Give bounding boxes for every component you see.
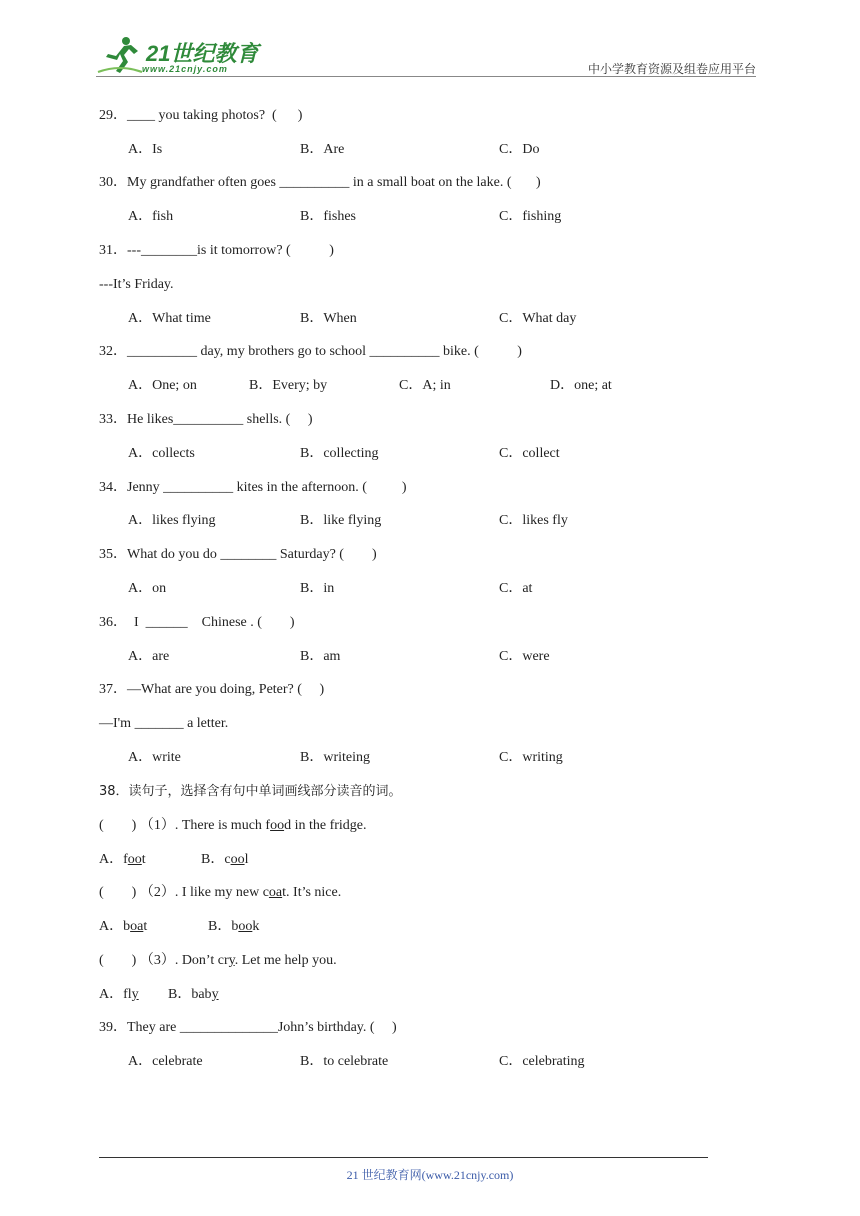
q31-option-c: C．What day xyxy=(499,311,577,326)
q38-sentence-3 xyxy=(99,953,337,969)
opt-underline: oo xyxy=(127,852,142,867)
q38-s1-option-a xyxy=(99,852,146,868)
question-35-stem: 35．What do you do ________ Saturday? ( ) xyxy=(99,547,377,562)
q32-option-a: A．One; on xyxy=(128,378,197,393)
question-36-stem: 36． I ______ Chinese . ( ) xyxy=(99,615,295,630)
q37-option-a: A．write xyxy=(128,750,181,765)
q38-s3-option-a xyxy=(99,987,139,1003)
q39-option-c: C．celebrating xyxy=(499,1054,585,1069)
opt-text-end: l xyxy=(244,852,249,867)
header-divider xyxy=(96,76,756,77)
q32-option-c: C．A; in xyxy=(399,378,451,393)
q38-s2-underline: oa xyxy=(268,885,283,900)
opt-underline: y xyxy=(211,987,219,1002)
opt-underline: oa xyxy=(130,919,144,934)
question-29-stem: 29．____ you taking photos? ( ) xyxy=(99,108,303,123)
q33-option-c: C．collect xyxy=(499,446,560,461)
q36-option-b: B．am xyxy=(300,649,341,664)
q35-option-c: C．at xyxy=(499,581,533,596)
q38-sentence-1 xyxy=(99,818,367,834)
q34-option-c: C．likes fly xyxy=(499,513,568,528)
logo-url: www.21cnjy.com xyxy=(142,64,228,74)
question-34-stem: 34．Jenny __________ kites in the afternoon. ( ) xyxy=(99,480,407,495)
page-header xyxy=(96,34,756,78)
q36-option-c: C．were xyxy=(499,649,550,664)
opt-text-end: k xyxy=(252,919,260,934)
opt-text-end: t xyxy=(143,919,148,934)
q35-option-a: A．on xyxy=(128,581,167,596)
q38-s1-underline: oo xyxy=(270,818,285,833)
opt-text: A．fl xyxy=(99,987,132,1002)
q30-option-c: C．fishing xyxy=(499,209,562,224)
q32-option-b: B．Every; by xyxy=(249,378,328,393)
q37-option-c: C．writing xyxy=(499,750,563,765)
q32-option-d: D．one; at xyxy=(550,378,612,393)
footer-link[interactable]: 21 世纪教育网(www.21cnjy.com) xyxy=(346,1168,514,1182)
site-logo[interactable] xyxy=(96,34,266,76)
question-32-stem: 32．__________ day, my brothers go to school __________ bike. ( ) xyxy=(99,344,522,359)
q31-option-a: A．What time xyxy=(128,311,211,326)
q36-option-a: A．are xyxy=(128,649,170,664)
q30-option-a: A．fish xyxy=(128,209,174,224)
q39-option-b: B．to celebrate xyxy=(300,1054,389,1069)
q33-option-b: B．collecting xyxy=(300,446,379,461)
q35-option-b: B．in xyxy=(300,581,335,596)
question-31-stem: 31．---________is it tomorrow? ( ) xyxy=(99,243,334,258)
opt-text: B．b xyxy=(208,919,239,934)
opt-underline: y xyxy=(131,987,139,1002)
q38-s2-option-b xyxy=(208,919,259,935)
q37-option-b: B．writeing xyxy=(300,750,370,765)
question-33-stem: 33．He likes__________ shells. ( ) xyxy=(99,412,313,427)
q34-option-b: B．like flying xyxy=(300,513,382,528)
q39-option-a: A．celebrate xyxy=(128,1054,203,1069)
q38-s3-text: ( ) （3）. Don’t cr xyxy=(99,953,229,968)
q38-sentence-2 xyxy=(99,885,341,901)
opt-text-end: t xyxy=(141,852,146,867)
q38-s1-option-b xyxy=(201,852,248,868)
opt-text: B．c xyxy=(201,852,231,867)
question-30-stem: 30．My grandfather often goes __________ in a small boat on the lake. ( ) xyxy=(99,175,541,190)
question-39-stem: 39．They are ______________John’s birthday. ( ) xyxy=(99,1020,397,1035)
opt-text: A．f xyxy=(99,852,128,867)
q38-s3-text-end: . Let me help you. xyxy=(234,953,337,968)
q29-option-b: B．Are xyxy=(300,142,345,157)
opt-underline: oo xyxy=(238,919,253,934)
q30-option-b: B．fishes xyxy=(300,209,356,224)
q38-s3-underline: y xyxy=(228,953,235,968)
q38-s2-text-end: t. It’s nice. xyxy=(282,885,342,900)
q38-s3-option-b xyxy=(168,987,219,1003)
opt-underline: oo xyxy=(230,852,245,867)
opt-text: B．bab xyxy=(168,987,212,1002)
q34-option-a: A．likes flying xyxy=(128,513,216,528)
q29-option-c: C．Do xyxy=(499,142,540,157)
footer-divider xyxy=(99,1157,708,1158)
question-38-stem: 38．读句子，选择含有句中单词画线部分读音的词。 xyxy=(99,784,402,799)
q29-option-a: A．Is xyxy=(128,142,163,157)
question-37-reply: —I'm _______ a letter. xyxy=(99,716,229,731)
q38-s2-text: ( ) （2）. I like my new c xyxy=(99,885,269,900)
question-31-reply: ---It’s Friday. xyxy=(99,277,174,292)
logo-text: 21世纪教育 xyxy=(146,41,259,66)
header-tagline: 中小学教育资源及组卷应用平台 xyxy=(587,62,756,76)
opt-text: A．b xyxy=(99,919,131,934)
q38-s2-option-a xyxy=(99,919,147,935)
q33-option-a: A．collects xyxy=(128,446,195,461)
q38-s1-text: ( ) （1）. There is much f xyxy=(99,818,271,833)
question-37-stem: 37．—What are you doing, Peter? ( ) xyxy=(99,682,325,697)
q38-s1-text-end: d in the fridge. xyxy=(284,818,367,833)
runner-logo-icon xyxy=(96,34,144,76)
q31-option-b: B．When xyxy=(300,311,357,326)
